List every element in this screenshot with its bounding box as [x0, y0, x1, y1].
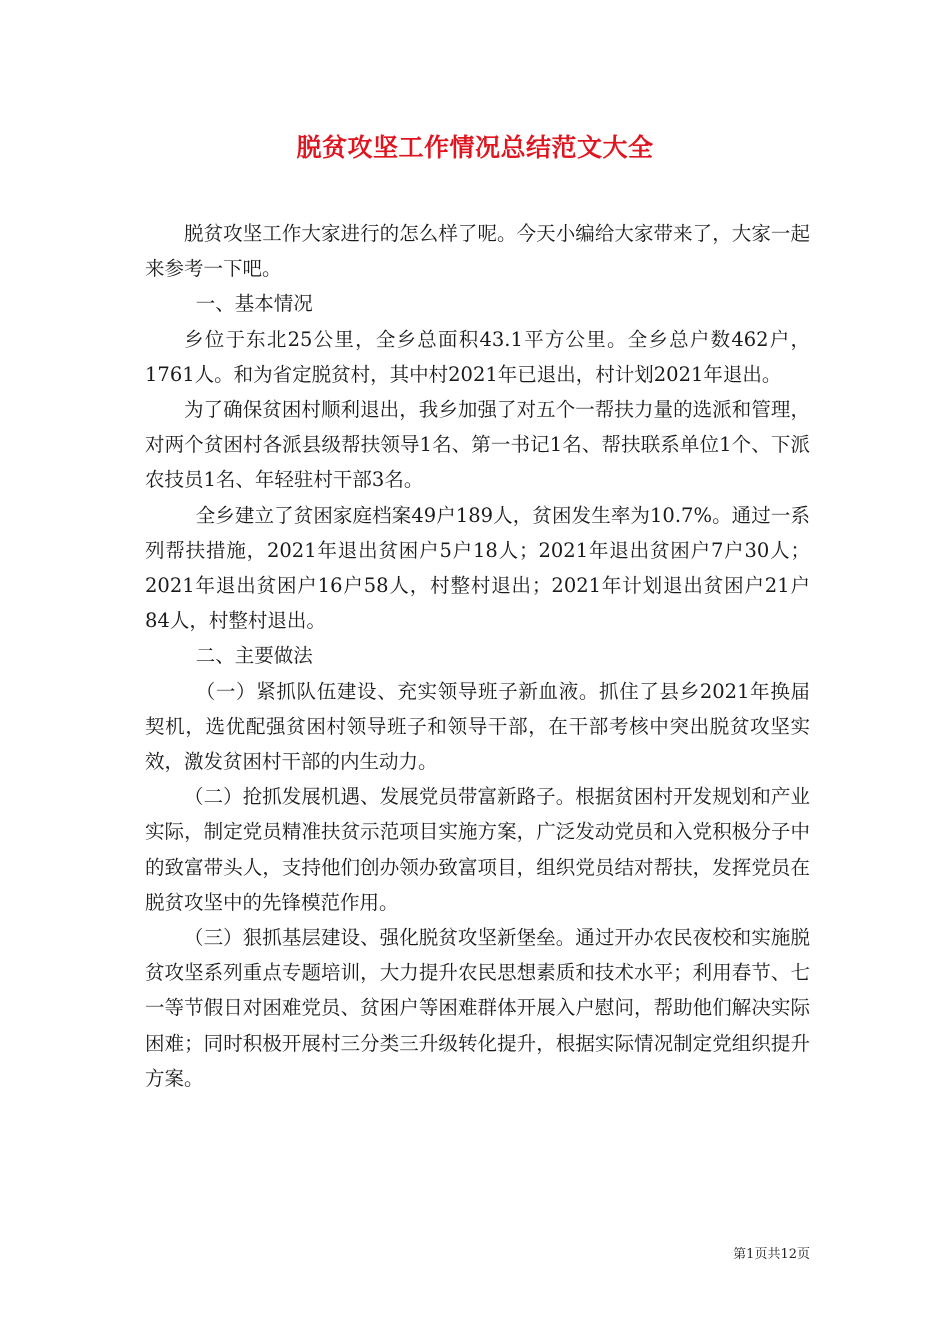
document-body	[145, 216, 810, 1096]
section-heading-basic: 一、基本情况	[195, 292, 313, 316]
paragraph-basic-1: 乡位于东北25公里，全乡总面积43.1平方公里。全乡总户数462户，1761人。和为省定脱贫村，其中村2021年已退出，村计划2021年退出。	[145, 327, 810, 386]
paragraph-intro: 脱贫攻坚工作大家进行的怎么样了呢。今天小编给大家带来了，大家一起来参考一下吧。	[145, 222, 810, 281]
paragraph-basic-3: 全乡建立了贫困家庭档案49户189人，贫困发生率为10.7%。通过一系列帮扶措施，2021年退出贫困户5户18人；2021年退出贫困户7户30人；2021年退出贫困户16户58人，村整村退出；2021年计划退出贫困户21户84人，村整村退出。	[145, 503, 810, 633]
document-title: 脱贫攻坚工作情况总结范文大全	[296, 133, 654, 162]
section-heading-practice: 二、主要做法	[195, 644, 313, 668]
paragraph-practice-1: （一）紧抓队伍建设、充实领导班子新血液。抓住了县乡2021年换届契机，选优配强贫困村领导班子和领导干部，在干部考核中突出脱贫攻坚实效，激发贫困村干部的内生动力。	[145, 679, 810, 774]
paragraph-practice-2: （二）抢抓发展机遇、发展党员带富新路子。根据贫困村开发规划和产业实际，制定党员精准扶贫示范项目实施方案，广泛发动党员和入党积极分子中的致富带头人，支持他们创办领办致富项目，组织党员结对帮扶，发挥党员在脱贫攻坚中的先锋模范作用。	[145, 785, 810, 914]
paragraph-basic-2: 为了确保贫困村顺利退出，我乡加强了对五个一帮扶力量的选派和管理，对两个贫困村各派县级帮扶领导1名、第一书记1名、帮扶联系单位1个、下派农技员1名、年轻驻村干部3名。	[145, 398, 810, 492]
paragraph-practice-3: （三）狠抓基层建设、强化脱贫攻坚新堡垒。通过开办农民夜校和实施脱贫攻坚系列重点专题培训，大力提升农民思想素质和技术水平；利用春节、七一等节假日对困难党员、贫困户等困难群体开展入户慰问，帮助他们解决实际困难；同时积极开展村三分类三升级转化提升，根据实际情况制定党组织提升方案。	[145, 926, 810, 1090]
page-number: 第1页共12页	[733, 1247, 810, 1262]
